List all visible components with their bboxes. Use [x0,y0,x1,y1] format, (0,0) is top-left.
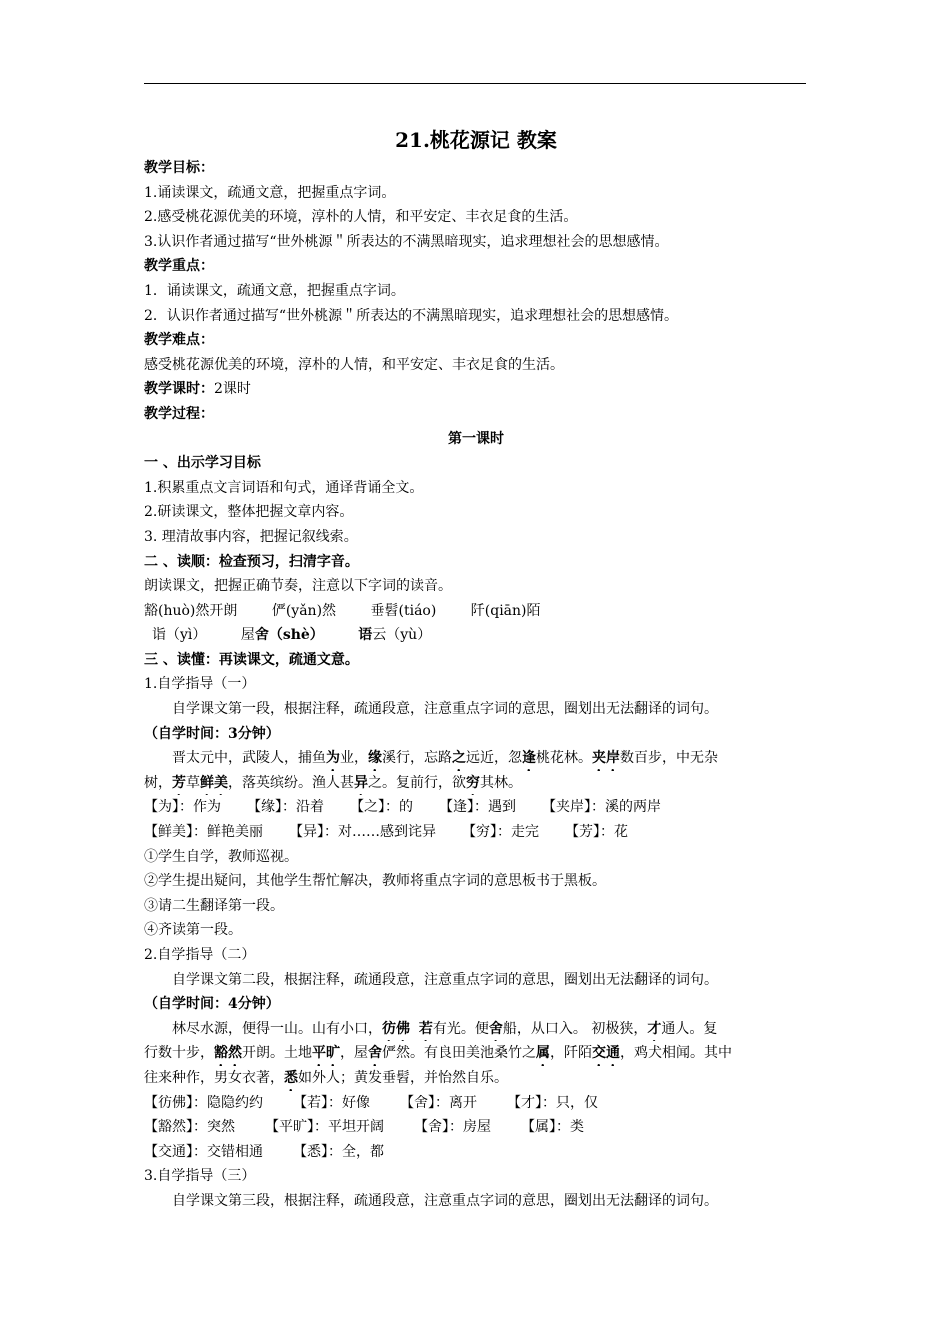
section1-item: 3. 理清故事内容，把握记叙线索。 [144,528,358,545]
passage-text: 远近，忽 [466,750,522,767]
gloss-item: 【异】：对……感到诧异 [289,824,436,841]
gloss-item: 【豁然】：突然 [144,1119,235,1136]
passage-line [144,771,808,796]
section1-item: 1.积累重点文言词语和句式，通译背诵全文。 [144,479,424,496]
gloss-item: 【芳】：花 [565,824,628,841]
gloss-row [144,1091,808,1116]
guide1-instruction: 自学课文第一段，根据注释，疏通段意，注意重点字词的意思，圈划出无法翻译的词句。 [172,701,718,718]
goal-item: 1.诵读课文，疏通文意，把握重点字词。 [144,184,396,201]
passage-text: 如外人；黄发垂髫，并怡然自乐。 [298,1069,508,1086]
lesson-plan-document [144,124,808,1214]
key-points-heading: 教学重点： [144,258,214,275]
passage-text: 晋太元中，武陵人，捕鱼 [172,750,326,767]
passage-text: 船，从口入。 初极狭， [502,1020,648,1037]
gloss-item: 【才】：只，仅 [507,1094,598,1111]
passage-text: 溪行，忘路 [382,750,452,767]
header-rule [144,83,806,84]
hours-label: 教学课时： [144,381,214,398]
key-point-item: 1．诵读课文，疏通文意，把握重点字词。 [144,282,405,299]
key-word: 为 [326,750,340,767]
passage-text: 业， [340,750,368,767]
passage-line [144,1041,808,1066]
guide2-label: 2.自学指导（二） [144,947,256,963]
guide3-instruction: 自学课文第三段，根据注释，疏通段意，注意重点字词的意思，圈划出无法翻译的词句。 [172,1192,718,1209]
section3-heading: 三 、读懂：再读课文，疏通文意。 [144,651,359,668]
passage-line [144,1017,808,1042]
guide2-time: （自学时间：4分钟） [144,996,280,1013]
guide2-instruction: 自学课文第二段，根据注释，疏通段意，注意重点字词的意思，圈划出无法翻译的词句。 [172,971,718,988]
key-word: 悉 [284,1069,298,1086]
gloss-item: 【若】：好像 [293,1094,370,1111]
goal-item: 3.认识作者通过描写“世外桃源＂所表达的不满黑暗现实，追求理想社会的思想感情。 [144,233,669,250]
gloss-item: 【为】：作为 [144,799,221,816]
passage-text: 有光。便 [432,1020,489,1037]
step-item: ②学生提出疑问，其他学生帮忙解决，教师将重点字词的意思板书于黑板。 [144,873,606,890]
step-item: ④齐读第一段。 [144,922,242,939]
gloss-item: 【属】：类 [521,1119,584,1136]
key-word: 交通 [592,1045,620,1062]
key-word: 才 [647,1020,662,1037]
key-word: 豁然 [214,1045,242,1062]
passage-line [144,1066,808,1091]
passage-text: 桃花林。 [536,750,592,767]
gloss-row [144,1140,808,1165]
passage-text: 数百步，中无杂 [620,750,718,767]
passage-text: ，落英缤纷。渔人甚 [228,774,354,791]
pronunciation-row [144,599,808,624]
passage-text: 其林。 [480,774,522,791]
gloss-item: 【彷佛】：隐隐约约 [144,1094,263,1111]
key-point-item: 2．认识作者通过描写“世外桃源＂所表达的不满黑暗现实，追求理想社会的思想感情。 [144,307,679,324]
key-word: 平旷 [312,1045,340,1062]
key-word: 逢 [522,750,536,767]
passage-text: ，屋 [340,1045,368,1062]
pron-item: 诣（yì） [152,627,207,644]
gloss-item: 【舍】：离开 [400,1094,477,1111]
section2-heading: 二 、读顺：检查预习，扫清字音。 [144,553,359,570]
section1-item: 2.研读课文，整体把握文章内容。 [144,504,354,521]
gloss-item: 【之】：的 [350,799,413,816]
key-word: 芳 [172,774,186,791]
goals-heading: 教学目标： [144,160,214,176]
pron-item: 豁(huò)然开朗 [144,602,238,619]
gloss-item: 【舍】：房屋 [414,1119,491,1136]
hours-value: 2课时 [214,381,251,398]
pron-item: 阡(qiān)陌 [470,602,541,619]
key-word: 夹岸 [592,750,620,767]
guide3-label: 3.自学指导（三） [144,1168,256,1185]
key-word: 缘 [368,750,382,767]
document-title: 21.桃花源记 教案 [395,128,557,152]
key-word: 舍 [368,1045,382,1062]
hours-line [144,377,808,402]
pron-item: 屋舍（shè） [240,627,324,644]
passage-text: 树， [144,774,172,791]
passage-text: ，阡陌 [550,1045,592,1062]
gloss-item: 【鲜美】：鲜艳美丽 [144,824,263,841]
key-word: 属 [536,1045,550,1062]
lesson1-title: 第一课时 [448,430,504,447]
pron-item: 语云（yù） [358,627,432,644]
step-item: ①学生自学，教师巡视。 [144,848,298,865]
passage-text: 之。复前行，欲 [368,774,466,791]
passage-text: 俨然。有良田美池桑竹之 [382,1045,536,1062]
guide1-label: 1.自学指导（一） [144,676,256,693]
difficulty-text: 感受桃花源优美的环境，淳朴的人情，和平安定、丰衣足食的生活。 [144,356,564,373]
gloss-item: 【逢】：遇到 [439,799,516,816]
passage-text: 行数十步， [144,1045,214,1062]
key-word: 舍 [488,1020,503,1037]
key-word: 若 [418,1020,433,1037]
gloss-item: 【交通】：交错相通 [144,1143,263,1160]
passage-text [410,1021,419,1037]
gloss-row [144,795,808,820]
passage-text: ，鸡犬相闻。其中 [620,1045,732,1062]
key-word: 穷 [466,774,480,791]
passage-text: 开朗。土地 [242,1045,312,1062]
step-item: ③请二生翻译第一段。 [144,897,284,914]
gloss-item: 【缘】：沿着 [247,799,324,816]
key-word: 异 [354,774,368,791]
passage-text: 林尽水源，便得一山。山有小口， [172,1020,382,1037]
key-word: 鲜美 [200,774,228,791]
gloss-row [144,820,808,845]
key-word: 彷佛 [382,1020,410,1037]
goal-item: 2.感受桃花源优美的环境，淳朴的人情，和平安定、丰衣足食的生活。 [144,209,578,226]
process-heading: 教学过程： [144,405,214,422]
difficulty-heading: 教学难点： [144,332,214,349]
section1-heading: 一 、出示学习目标 [144,455,261,472]
passage-text: 通人。复 [661,1020,718,1037]
gloss-item: 【平旷】：平坦开阔 [265,1119,384,1136]
pron-item: 垂髫(tiáo) [370,602,437,619]
guide1-time: （自学时间：3分钟） [144,725,280,742]
gloss-item: 【穷】：走完 [462,824,539,841]
passage-text: 往来种作，男女衣著， [144,1069,284,1086]
gloss-item: 【夹岸】：溪的两岸 [542,799,661,816]
section2-intro: 朗读课文，把握正确节奏，注意以下字词的读音。 [144,578,452,595]
key-word: 之 [452,750,466,767]
gloss-row [144,1115,808,1140]
pronunciation-row [144,623,808,648]
pron-item: 俨(yǎn)然 [271,602,337,619]
passage-line [144,746,808,771]
passage-text: 草 [186,774,200,791]
gloss-item: 【悉】：全，都 [293,1143,384,1160]
